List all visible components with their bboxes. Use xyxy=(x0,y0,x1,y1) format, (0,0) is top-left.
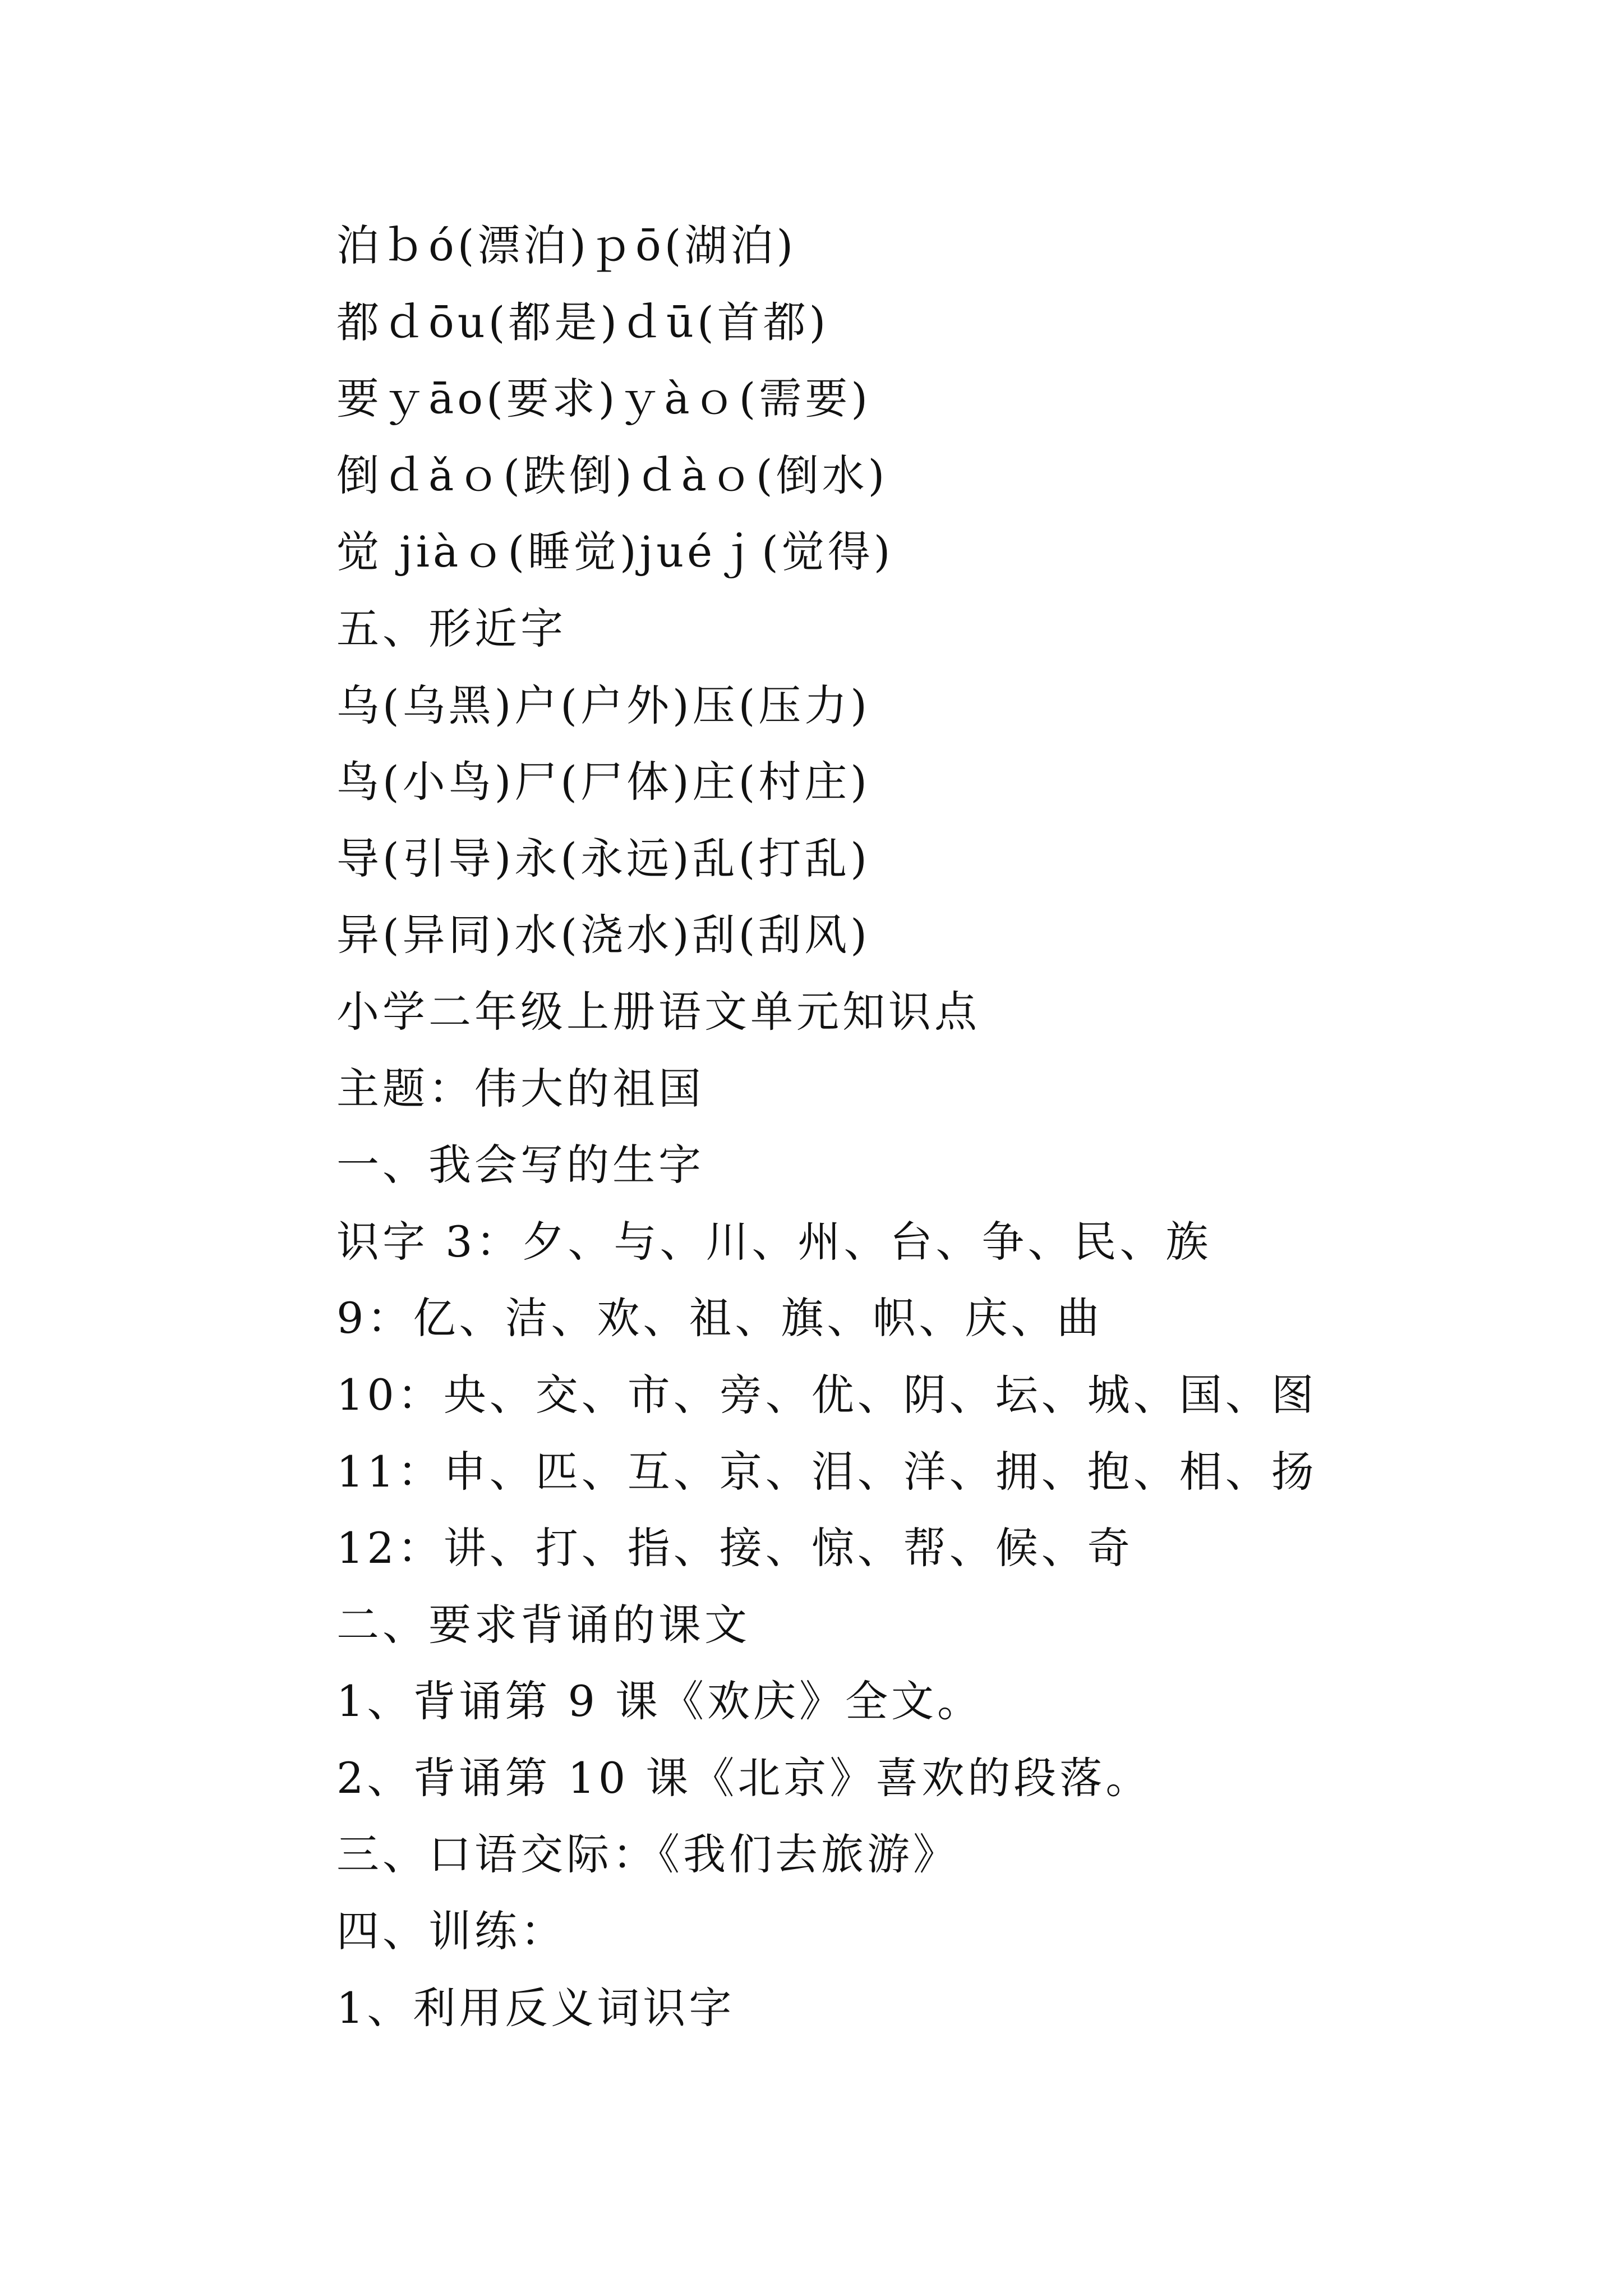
topic-line: 主题：伟大的祖国 xyxy=(336,1063,704,1114)
text-line: 导(引导)永(永远)乱(打乱) xyxy=(336,833,870,884)
text-line: 都ｄōu(都是)ｄū(首都) xyxy=(336,297,829,347)
document-title: 小学二年级上册语文单元知识点 xyxy=(336,986,980,1037)
section-heading: 四、训练： xyxy=(336,1906,566,1957)
text-line: 乌(乌黑)户(户外)压(压力) xyxy=(336,680,870,730)
text-line: 1、背诵第 9 课《欢庆》全文。 xyxy=(336,1676,984,1727)
text-line: 泊ｂó(漂泊)ｐō(湖泊) xyxy=(336,220,797,270)
section-heading: 一、我会写的生字 xyxy=(336,1140,704,1190)
text-line: 1、利用反义词识字 xyxy=(336,1982,735,2033)
section-heading: 二、要求背诵的课文 xyxy=(336,1599,750,1650)
text-line: 9：亿、洁、欢、祖、旗、帜、庆、曲 xyxy=(336,1293,1103,1343)
text-line: 鸟(小鸟)尸(尸体)庄(村庄) xyxy=(336,757,870,807)
text-line: 要ｙāo(要求)ｙàｏ(需要) xyxy=(336,374,871,424)
text-line: 觉 jiàｏ(睡觉)juéｊ(觉得) xyxy=(336,527,894,577)
text-line: 倒ｄǎｏ(跌倒)ｄàｏ(倒水) xyxy=(336,450,888,500)
text-line: 12：讲、打、指、接、惊、帮、候、奇 xyxy=(336,1523,1133,1573)
text-line: 异(异同)水(浇水)刮(刮风) xyxy=(336,910,870,960)
document-body xyxy=(336,208,1514,2046)
text-line: 识字 3：夕、与、川、州、台、争、民、族 xyxy=(336,1216,1212,1267)
section-heading: 五、形近字 xyxy=(336,603,566,654)
text-line: 10：央、交、市、旁、优、阴、坛、城、国、图 xyxy=(336,1369,1317,1420)
section-heading: 三、口语交际：《我们去旅游》 xyxy=(336,1829,959,1880)
text-line: 11：申、匹、互、京、泪、洋、拥、抱、相、扬 xyxy=(336,1446,1317,1497)
text-line: 2、背诵第 10 课《北京》喜欢的段落。 xyxy=(336,1752,1152,1803)
